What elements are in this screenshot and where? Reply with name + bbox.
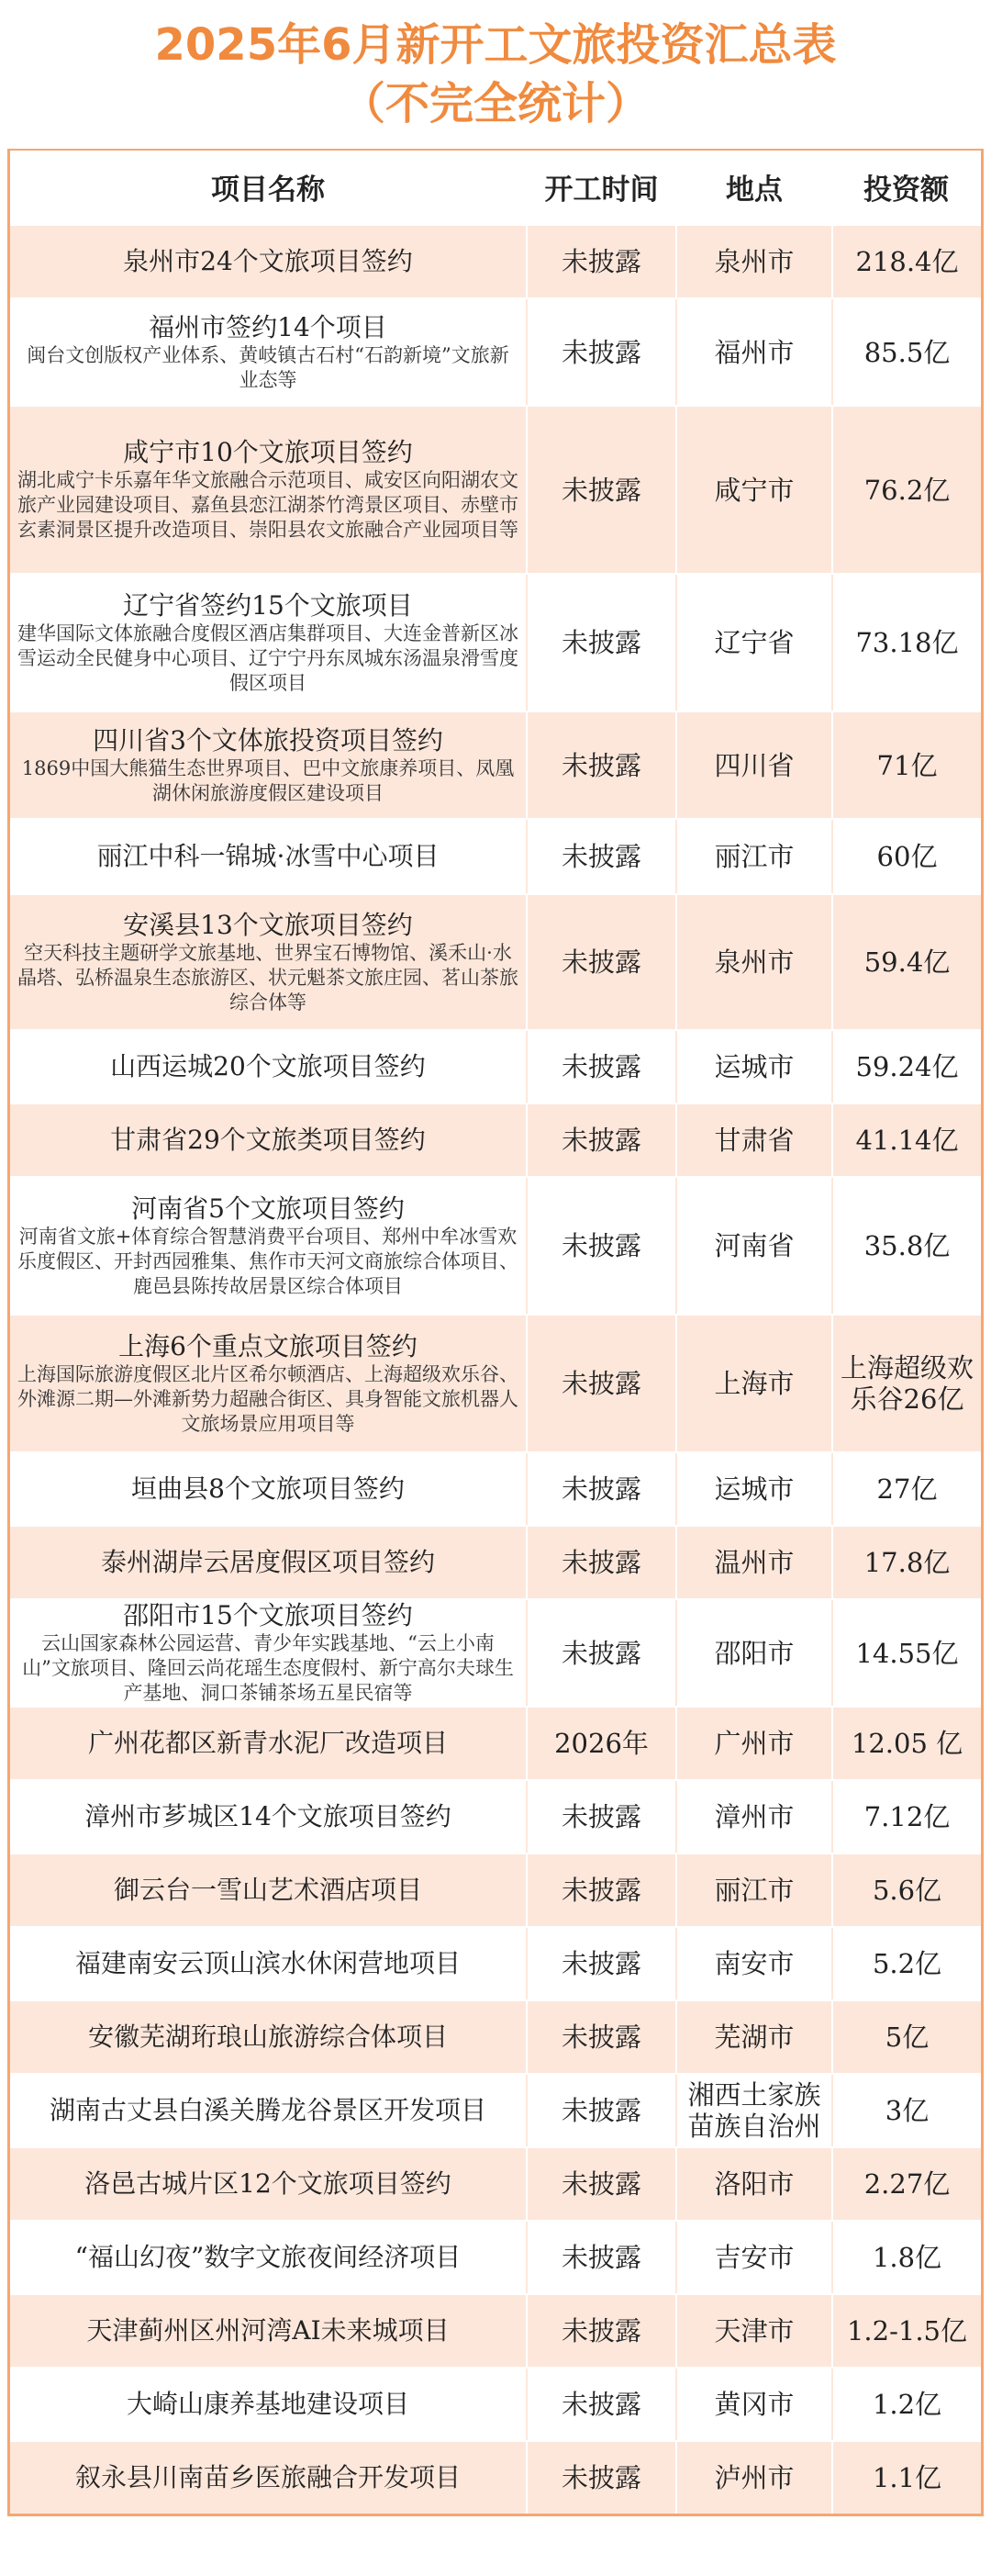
project-name: 邵阳市15个文旅项目签约 xyxy=(123,1600,413,1630)
project-cell xyxy=(10,1781,528,1853)
location-cell: 漳州市 xyxy=(677,1781,833,1853)
project-name: 湖南古丈县白溪关腾龙谷景区开发项目 xyxy=(49,2095,486,2125)
investment-cell: 2.27亿 xyxy=(863,2168,951,2200)
table-row xyxy=(10,1029,981,1103)
project-cell xyxy=(10,1178,528,1314)
project-name: 泉州市24个文旅项目签约 xyxy=(123,246,413,276)
table-row xyxy=(10,1779,981,1853)
investment-cell: 60亿 xyxy=(876,841,938,872)
location-cell: 芜湖市 xyxy=(677,2001,833,2073)
location-cell: 上海市 xyxy=(677,1316,833,1451)
project-name: 咸宁市10个文旅项目签约 xyxy=(123,437,413,467)
location-cell: 天津市 xyxy=(677,2295,833,2367)
investment-cell: 1.2亿 xyxy=(872,2389,942,2420)
start-time-cell: 未披露 xyxy=(528,1600,677,1706)
investment-cell: 14.55亿 xyxy=(855,1637,959,1669)
project-cell xyxy=(10,1708,528,1779)
table-row xyxy=(10,1314,981,1451)
project-cell xyxy=(10,1854,528,1926)
project-description: 云山国家森林公园运营、青少年实践基地、“云上小南山”文旅项目、隆回云尚花瑶生态度假村、新宁高尔夫球生产基地、洞口茶铺茶场五星民宿等 xyxy=(22,1632,514,1704)
investment-cell: 1.1亿 xyxy=(872,2462,942,2493)
project-cell xyxy=(10,820,528,893)
start-time-cell: 未披露 xyxy=(528,1527,677,1598)
start-time-cell: 2026年 xyxy=(528,1708,677,1779)
project-description: 上海国际旅游度假区北片区希尔顿酒店、上海超级欢乐谷、外滩源二期—外滩新势力超融合街区、具身智能文旅机器人文旅场景应用项目等 xyxy=(17,1362,518,1435)
start-time-cell: 未披露 xyxy=(528,2148,677,2220)
location-cell: 辽宁省 xyxy=(677,575,833,711)
start-time-cell: 未披露 xyxy=(528,1104,677,1176)
location-cell: 广州市 xyxy=(677,1708,833,1779)
investment-cell: 73.18亿 xyxy=(855,627,959,658)
project-cell xyxy=(10,2001,528,2073)
start-time-cell: 未披露 xyxy=(528,407,677,573)
location-cell: 温州市 xyxy=(677,1527,833,1598)
table-row xyxy=(10,2073,981,2146)
investment-table xyxy=(7,149,984,2516)
start-time-cell: 未披露 xyxy=(528,2295,677,2367)
project-description: 河南省文旅+体育综合智慧消费平台项目、郑州中牟冰雪欢乐度假区、开封西园雅集、焦作市天河文商旅综合体项目、鹿邑县陈抟故居景区综合体项目 xyxy=(17,1225,518,1297)
project-name: “福山幻夜”数字文旅夜间经济项目 xyxy=(74,2242,462,2272)
investment-cell: 35.8亿 xyxy=(863,1230,951,1261)
start-time-cell: 未披露 xyxy=(528,299,677,405)
location-cell: 丽江市 xyxy=(677,1854,833,1926)
location-cell: 黄冈市 xyxy=(677,2369,833,2440)
start-time-cell: 未披露 xyxy=(528,1316,677,1451)
project-name: 四川省3个文体旅投资项目签约 xyxy=(93,724,443,756)
table-row xyxy=(10,2367,981,2440)
table-row xyxy=(10,2440,981,2514)
start-time-cell: 未披露 xyxy=(528,895,677,1029)
table-row xyxy=(10,1598,981,1706)
investment-cell: 5.6亿 xyxy=(872,1875,942,1906)
investment-cell: 3亿 xyxy=(885,2095,930,2126)
start-time-cell: 未披露 xyxy=(528,1781,677,1853)
project-name: 叙永县川南苗乡医旅融合开发项目 xyxy=(74,2462,461,2492)
investment-cell: 218.4亿 xyxy=(855,246,959,277)
header-start-time: 开工时间 xyxy=(528,151,677,222)
start-time-cell: 未披露 xyxy=(528,2369,677,2440)
location-cell: 甘肃省 xyxy=(677,1104,833,1176)
start-time-cell: 未披露 xyxy=(528,2075,677,2146)
start-time-cell: 未披露 xyxy=(528,1031,677,1103)
location-cell: 运城市 xyxy=(677,1453,833,1525)
table-row xyxy=(10,711,981,818)
table-row xyxy=(10,1103,981,1176)
project-cell xyxy=(10,1316,528,1451)
location-cell: 吉安市 xyxy=(677,2222,833,2293)
investment-cell: 1.8亿 xyxy=(872,2242,942,2273)
location-cell: 丽江市 xyxy=(677,820,833,893)
project-name: 洛邑古城片区12个文旅项目签约 xyxy=(84,2168,451,2199)
start-time-cell: 未披露 xyxy=(528,1178,677,1314)
project-description: 1869中国大熊猫生态世界项目、巴中文旅康养项目、凤凰湖休闲旅游度假区建设项目 xyxy=(21,756,515,804)
investment-cell: 76.2亿 xyxy=(863,474,951,506)
location-cell: 咸宁市 xyxy=(677,407,833,573)
start-time-cell: 未披露 xyxy=(528,2001,677,2073)
investment-cell: 7.12亿 xyxy=(863,1801,951,1832)
location-cell: 河南省 xyxy=(677,1178,833,1314)
location-cell: 福州市 xyxy=(677,299,833,405)
project-name: 安徽芜湖珩琅山旅游综合体项目 xyxy=(87,2022,448,2052)
table-row xyxy=(10,1706,981,1779)
table-row xyxy=(10,893,981,1029)
investment-cell: 17.8亿 xyxy=(863,1547,951,1578)
location-cell: 四川省 xyxy=(677,712,833,818)
project-name: 垣曲县8个文旅项目签约 xyxy=(131,1473,405,1504)
project-cell xyxy=(10,2442,528,2514)
start-time-cell: 未披露 xyxy=(528,1854,677,1926)
table-row xyxy=(10,818,981,893)
investment-cell: 27亿 xyxy=(876,1473,938,1505)
project-name: 泰州湖岸云居度假区项目签约 xyxy=(100,1547,435,1577)
project-name: 上海6个重点文旅项目签约 xyxy=(118,1330,418,1361)
table-row xyxy=(10,1451,981,1525)
project-name: 安溪县13个文旅项目签约 xyxy=(123,909,413,940)
project-cell xyxy=(10,575,528,711)
table-row xyxy=(10,224,981,297)
table-row xyxy=(10,2293,981,2367)
project-name: 河南省5个文旅项目签约 xyxy=(131,1193,405,1224)
location-cell: 湘西土家族苗族自治州 xyxy=(677,2075,833,2146)
location-cell: 邵阳市 xyxy=(677,1600,833,1706)
project-cell xyxy=(10,1031,528,1103)
project-name: 广州花都区新青水泥厂改造项目 xyxy=(87,1728,448,1758)
project-name: 甘肃省29个文旅类项目签约 xyxy=(110,1125,426,1155)
project-name: 福州市签约14个项目 xyxy=(149,311,387,342)
start-time-cell: 未披露 xyxy=(528,712,677,818)
location-cell: 运城市 xyxy=(677,1031,833,1103)
location-cell: 泸州市 xyxy=(677,2442,833,2514)
location-cell: 泉州市 xyxy=(677,226,833,297)
start-time-cell: 未披露 xyxy=(528,1453,677,1525)
project-cell xyxy=(10,2148,528,2220)
start-time-cell: 未披露 xyxy=(528,2442,677,2514)
project-cell xyxy=(10,712,528,818)
table-row xyxy=(10,2220,981,2293)
location-cell: 洛阳市 xyxy=(677,2148,833,2220)
investment-cell: 59.24亿 xyxy=(855,1051,959,1082)
project-cell xyxy=(10,2075,528,2146)
project-name: 山西运城20个文旅项目签约 xyxy=(110,1051,426,1081)
project-cell xyxy=(10,1104,528,1176)
project-description: 湖北咸宁卡乐嘉年华文旅融合示范项目、咸安区向阳湖农文旅产业园建设项目、嘉鱼县恋江湖茶竹湾景区项目、赤壁市玄素洞景区提升改造项目、崇阳县农文旅融合产业园项目等 xyxy=(17,469,518,541)
project-cell xyxy=(10,895,528,1029)
project-description: 闽台文创版权产业体系、黄岐镇古石村“石韵新境”文旅新业态等 xyxy=(27,343,509,391)
project-name: 福建南安云顶山滨水休闲营地项目 xyxy=(74,1948,461,1978)
table-row xyxy=(10,1525,981,1598)
investment-cell: 12.05 亿 xyxy=(851,1728,963,1759)
project-cell xyxy=(10,2369,528,2440)
investment-cell: 41.14亿 xyxy=(855,1125,959,1156)
project-cell xyxy=(10,1600,528,1706)
project-description: 建华国际文体旅融合度假区酒店集群项目、大连金普新区冰雪运动全民健身中心项目、辽宁宁丹东凤城东汤温泉滑雪度假区项目 xyxy=(17,622,518,694)
title-line-2: （不完全统计） xyxy=(340,78,650,129)
table-row xyxy=(10,1853,981,1926)
project-cell xyxy=(10,2295,528,2367)
page-title xyxy=(0,0,991,149)
investment-cell: 59.4亿 xyxy=(863,946,951,978)
title-line-1: 2025年6月新开工文旅投资汇总表 xyxy=(154,19,837,71)
project-description: 空天科技主题研学文旅基地、世界宝石博物馆、溪禾山·水晶塔、弘桥温泉生态旅游区、状元魁茶文旅庄园、茗山茶旅综合体等 xyxy=(17,941,518,1014)
table-body xyxy=(10,224,981,2514)
investment-cell: 1.2-1.5亿 xyxy=(846,2315,968,2346)
table-row xyxy=(10,1999,981,2073)
start-time-cell: 未披露 xyxy=(528,820,677,893)
project-name: 大崎山康养基地建设项目 xyxy=(126,2389,409,2419)
table-row xyxy=(10,1176,981,1314)
project-name: 天津蓟州区州河湾AI未来城项目 xyxy=(86,2315,450,2346)
project-name: 御云台一雪山艺术酒店项目 xyxy=(113,1875,422,1905)
start-time-cell: 未披露 xyxy=(528,575,677,711)
project-name: 辽宁省签约15个文旅项目 xyxy=(123,589,413,621)
project-cell xyxy=(10,1527,528,1598)
table-header xyxy=(10,151,981,224)
header-location: 地点 xyxy=(677,151,833,222)
start-time-cell: 未披露 xyxy=(528,1928,677,1999)
start-time-cell: 未披露 xyxy=(528,2222,677,2293)
project-cell xyxy=(10,1928,528,1999)
investment-cell: 71亿 xyxy=(876,749,938,781)
project-name: 漳州市芗城区14个文旅项目签约 xyxy=(84,1801,451,1831)
table-row xyxy=(10,573,981,711)
project-cell xyxy=(10,299,528,405)
investment-cell: 上海超级欢乐谷26亿 xyxy=(840,1352,974,1415)
investment-cell: 85.5亿 xyxy=(863,336,951,368)
table-row xyxy=(10,2146,981,2220)
investment-cell: 5.2亿 xyxy=(872,1948,942,1979)
start-time-cell: 未披露 xyxy=(528,226,677,297)
investment-cell: 5亿 xyxy=(885,2022,930,2053)
project-name: 丽江中科一锦城·冰雪中心项目 xyxy=(96,841,440,871)
table-row xyxy=(10,405,981,573)
project-cell xyxy=(10,2222,528,2293)
project-cell xyxy=(10,1453,528,1525)
location-cell: 南安市 xyxy=(677,1928,833,1999)
header-investment: 投资额 xyxy=(833,151,981,222)
table-row xyxy=(10,297,981,405)
project-cell xyxy=(10,407,528,573)
header-project-name: 项目名称 xyxy=(10,151,528,222)
project-cell xyxy=(10,226,528,297)
table-row xyxy=(10,1926,981,1999)
location-cell: 泉州市 xyxy=(677,895,833,1029)
